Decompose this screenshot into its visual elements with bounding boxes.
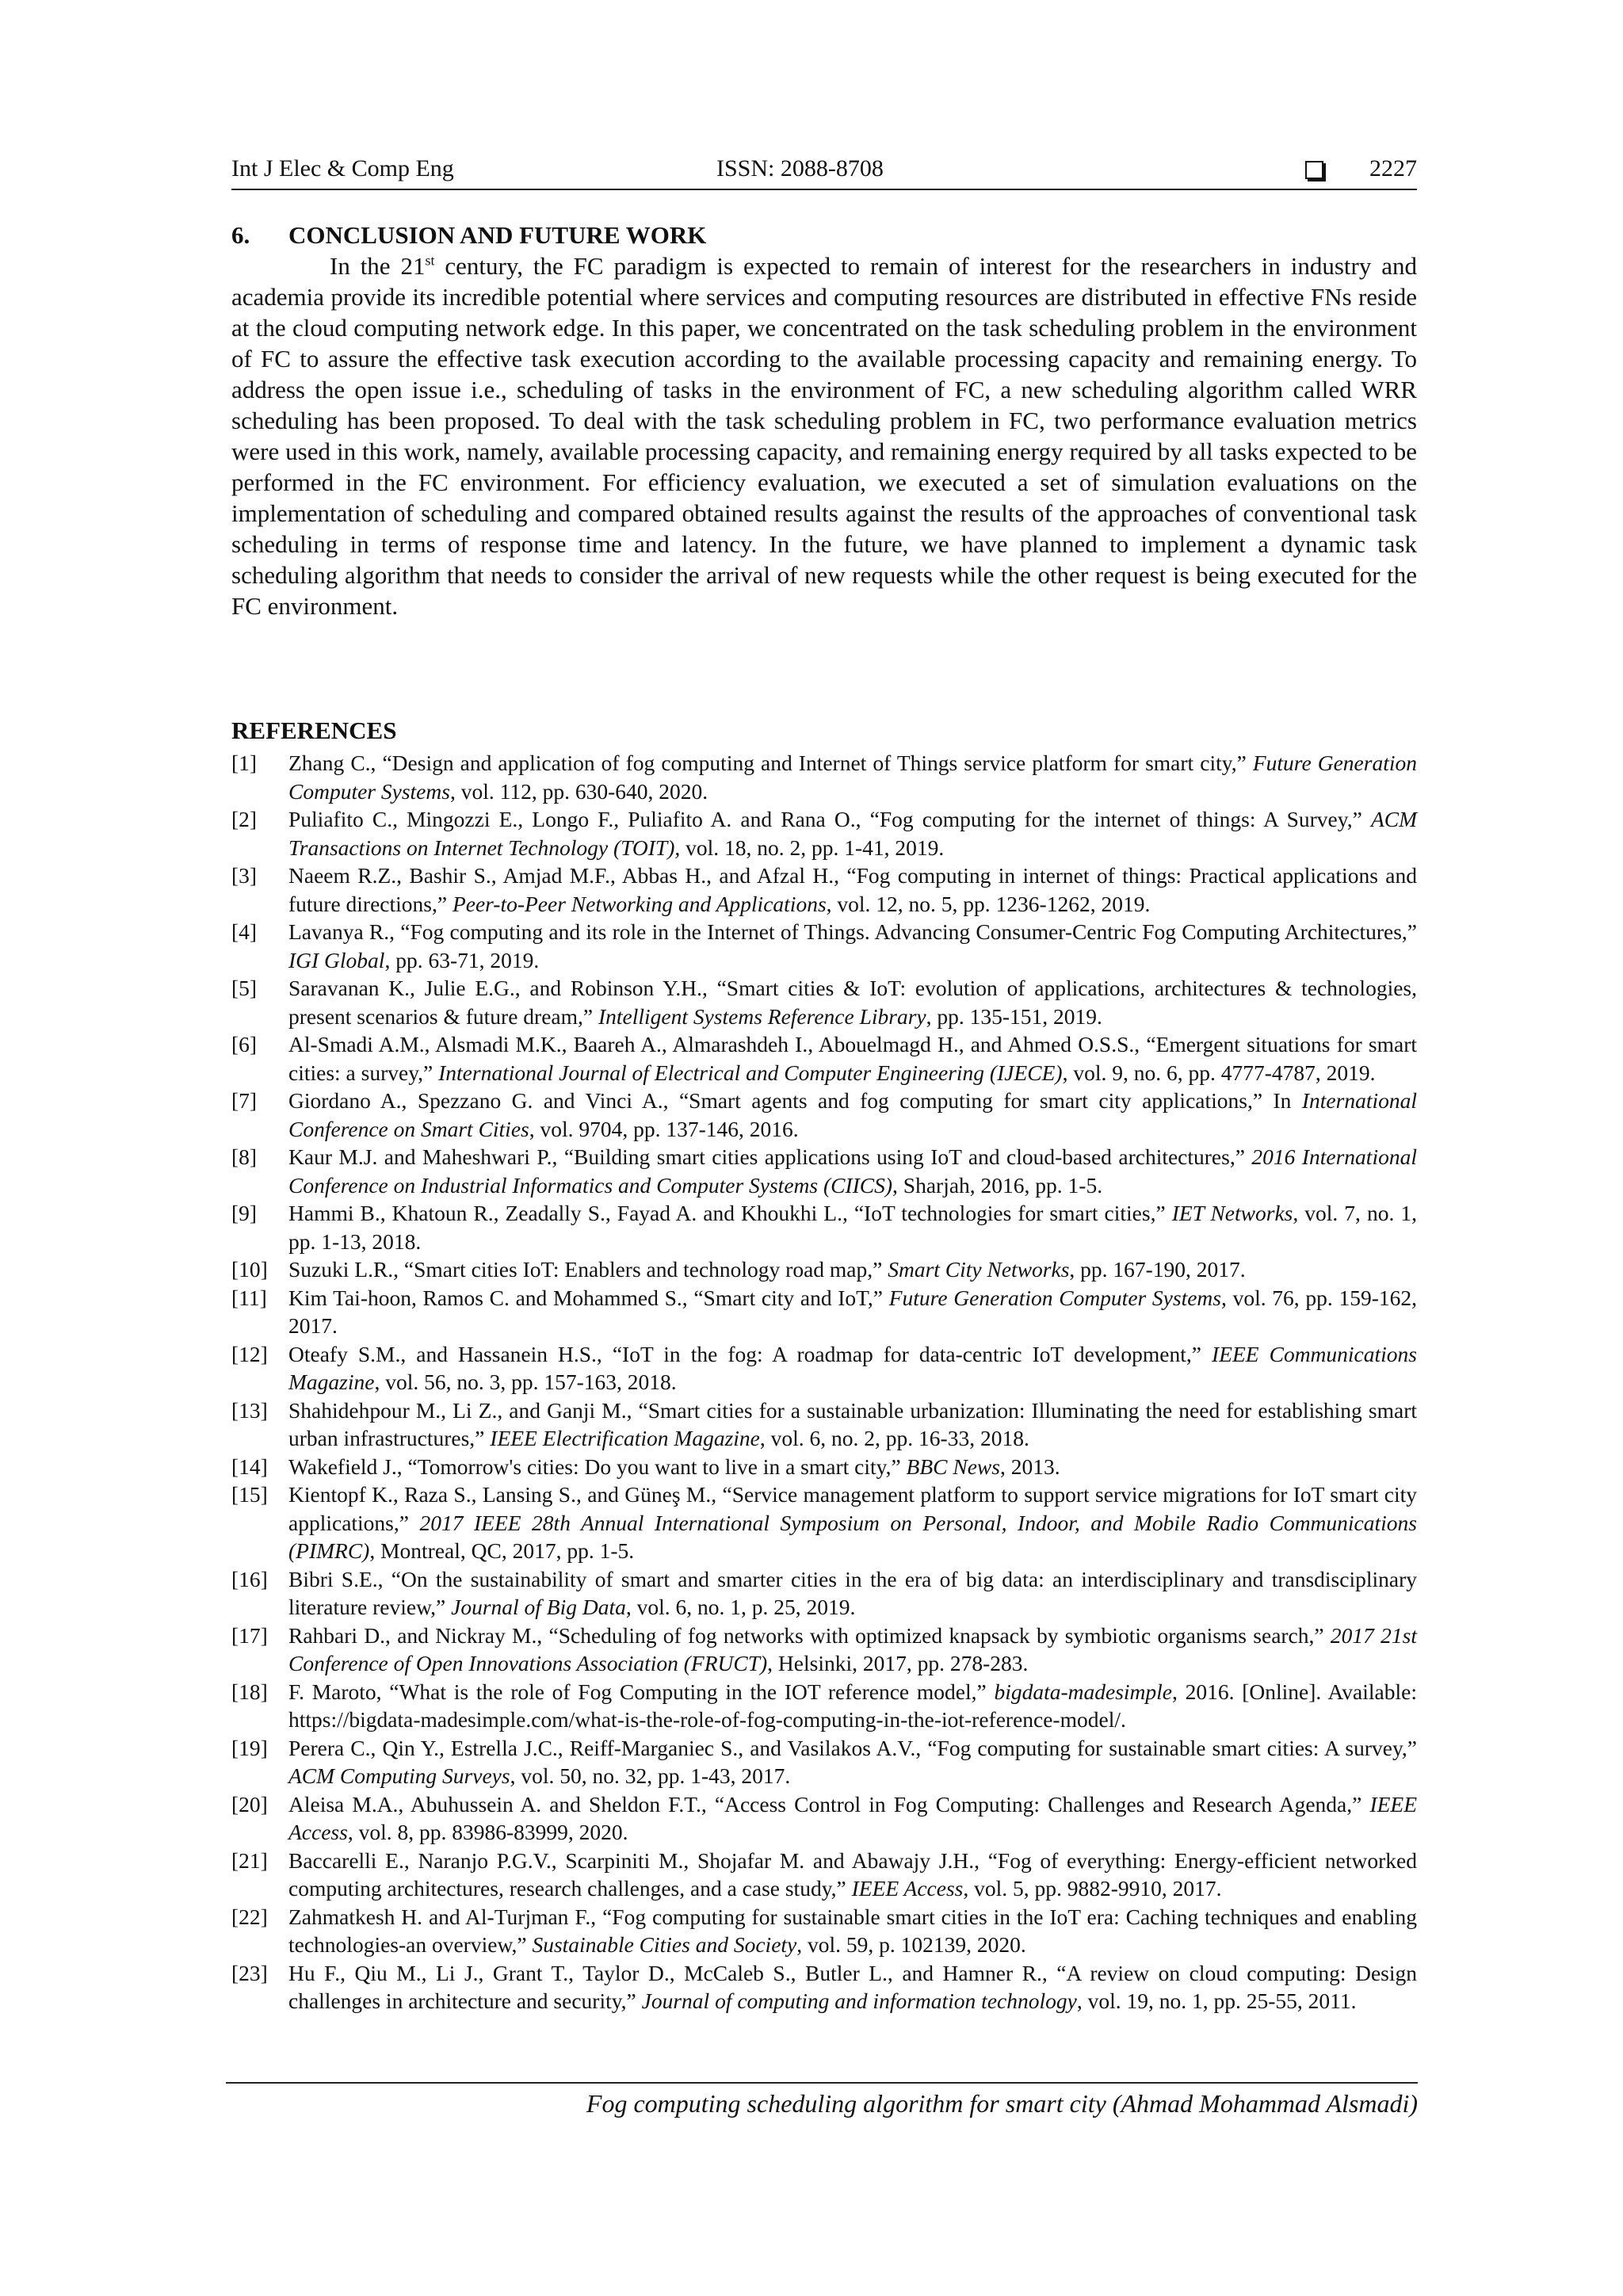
conclusion-paragraph [231, 250, 1417, 621]
reference-venue: ACM Transactions on Internet Technology (TOIT), [288, 807, 1417, 860]
reference-venue: 2017 21st Conference of Open Innovations Association (FRUCT) [288, 1622, 1417, 1675]
reference-number: [23] [231, 1960, 268, 1985]
reference-venue: 2016 International Conference on Industrial Informatics and Computer Systems (CIICS) [288, 1144, 1417, 1198]
reference-authors-title: Zhang C., “Design and application of fog computing and Internet of Things service platform for smart city,” [288, 751, 1253, 775]
reference-number: [4] [231, 919, 258, 944]
reference-details: , Sharjah, 2016, pp. 1-5. [892, 1172, 1103, 1198]
reference-number: [17] [231, 1622, 268, 1648]
reference-details: , vol. 76, pp. 159-162, 2017. [288, 1285, 1417, 1338]
reference-venue: Future Generation Computer Systems [288, 751, 1417, 804]
reference-authors-title: Puliafito C., Mingozzi E., Longo F., Puliafito A. and Rana O., “Fog computing for the internet of things: A Survey,” [288, 807, 1371, 831]
reference-authors-title: Aleisa M.A., Abuhussein A. and Sheldon F.T., “Access Control in Fog Computing: Challenges and Research Agenda,” [288, 1791, 1370, 1817]
reference-authors-title: Kim Tai-hoon, Ramos C. and Mohammed S., “Smart city and IoT,” [288, 1285, 889, 1310]
reference-item [231, 1255, 1417, 1284]
reference-details: , vol. 112, pp. 630-640, 2020. [449, 778, 708, 804]
reference-authors-title: Bibri S.E., “On the sustainability of smart and smarter cities in the era of big data: an interdisciplinary and transdisciplinary literature review,” [288, 1566, 1417, 1619]
section-number: 6. [231, 221, 250, 249]
issn-label: ISSN: 2088-8708 [716, 155, 884, 181]
reference-authors-title: Lavanya R., “Fog computing and its role in the Internet of Things. Advancing Consumer-Centric Fog Computing Architectures,” [288, 919, 1417, 944]
reference-number: [3] [231, 863, 258, 888]
reference-number: [16] [231, 1566, 268, 1591]
reference-venue: IEEE Access [288, 1791, 1417, 1844]
reference-details: , vol. 6, no. 2, pp. 16-33, 2018. [759, 1426, 1029, 1450]
reference-venue: ACM Computing Surveys [288, 1763, 510, 1788]
reference-authors-title: Rahbari D., and Nickray M., “Scheduling of fog networks with optimized knapsack by symbiotic organisms search,” [288, 1622, 1331, 1648]
reference-authors-title: Baccarelli E., Naranjo P.G.V., Scarpiniti M., Shojafar M. and Abawajy J.H., “Fog of everything: Energy-efficient networked computing architectures, research challenges, and a case study,” [288, 1847, 1417, 1901]
reference-item [231, 1678, 1417, 1734]
reference-item [231, 1622, 1417, 1678]
reference-details: , vol. 8, pp. 83986-83999, 2020. [347, 1820, 628, 1844]
reference-item [231, 1030, 1417, 1087]
reference-item [231, 1790, 1417, 1847]
reference-item [231, 1903, 1417, 1959]
reference-number: [11] [231, 1285, 267, 1310]
reference-details: , vol. 9704, pp. 137-146, 2016. [529, 1116, 799, 1141]
reference-authors-title: F. Maroto, “What is the role of Fog Computing in the IOT reference model,” [288, 1679, 995, 1704]
reference-details: , pp. 63-71, 2019. [384, 947, 540, 972]
reference-venue: IGI Global [288, 947, 385, 972]
reference-details: , vol. 5, pp. 9882-9910, 2017. [963, 1876, 1222, 1901]
reference-details: , vol. 12, no. 5, pp. 1236-1262, 2019. [826, 891, 1151, 916]
reference-venue: BBC News [906, 1454, 1000, 1479]
reference-number: [21] [231, 1847, 268, 1873]
reference-item [231, 1480, 1417, 1565]
reference-number: [2] [231, 807, 258, 831]
reference-details: , vol. 19, no. 1, pp. 25-55, 2011. [1076, 1988, 1357, 2013]
reference-venue: IEEE Electrification Magazine [490, 1426, 760, 1450]
header-divider [231, 189, 1417, 190]
reference-number: [8] [231, 1144, 258, 1169]
reference-venue: Journal of computing and information technology [641, 1988, 1077, 2013]
reference-details: , vol. 50, no. 32, pp. 1-43, 2017. [510, 1763, 791, 1788]
reference-number: [18] [231, 1679, 268, 1704]
reference-venue: Journal of Big Data [451, 1595, 626, 1619]
reference-authors-title: Zahmatkesh H. and Al-Turjman F., “Fog computing for sustainable smart cities in the IoT era: Caching techniques and enabling technologies-an overview,” [288, 1904, 1417, 1957]
reference-details: , 2016. [Online]. Available: https://bigdata-madesimple.com/what-is-the-role-of-fog-computing-in-the-iot-reference-model/. [288, 1679, 1417, 1732]
running-footer: Fog computing scheduling algorithm for smart city (Ahmad Mohammad Alsmadi) [586, 2089, 1418, 2118]
footer-divider [226, 2082, 1418, 2084]
reference-authors-title: Kaur M.J. and Maheshwari P., “Building smart cities applications using IoT and cloud-based architectures,” [288, 1144, 1252, 1169]
reference-item [231, 918, 1417, 974]
reference-details: , vol. 59, p. 102139, 2020. [796, 1932, 1026, 1957]
section-title: CONCLUSION AND FUTURE WORK [288, 221, 707, 249]
reference-venue: 2017 IEEE 28th Annual International Symposium on Personal, Indoor, and Mobile Radio Communications (PIMRC) [288, 1510, 1417, 1563]
reference-venue: International Conference on Smart Cities [288, 1088, 1417, 1141]
reference-number: [10] [231, 1257, 268, 1282]
reference-number: [20] [231, 1791, 268, 1817]
reference-authors-title: Shahidehpour M., Li Z., and Ganji M., “Smart cities for a sustainable urbanization: Illuminating the need for establishing smart urban infrastructures,” [288, 1397, 1417, 1450]
reference-item [231, 1340, 1417, 1396]
reference-venue: Future Generation Computer Systems [888, 1285, 1221, 1310]
reference-details: , vol. 6, no. 1, p. 25, 2019. [625, 1595, 856, 1619]
reference-venue: IEEE Access [851, 1876, 964, 1901]
reference-item [231, 1143, 1417, 1199]
reference-details: , Montreal, QC, 2017, pp. 1-5. [369, 1538, 635, 1563]
reference-authors-title: Oteafy S.M., and Hassanein H.S., “IoT in the fog: A roadmap for data-centric IoT development,” [288, 1341, 1212, 1366]
references-section [231, 716, 1417, 2015]
section-heading [231, 220, 1417, 250]
reference-venue: Sustainable Cities and Society [532, 1932, 797, 1957]
reference-number: [7] [231, 1088, 258, 1113]
reference-authors-title: Hu F., Qiu M., Li J., Grant T., Taylor D., McCaleb S., Butler L., and Hamner R., “A review on cloud computing: Design challenges in architecture and security,” [288, 1960, 1417, 2013]
reference-authors-title: Hammi B., Khatoun R., Zeadally S., Fayad A. and Khoukhi L., “IoT technologies for smart cities,” [288, 1201, 1172, 1225]
page-number: 2227 [1369, 155, 1417, 181]
reference-number: [12] [231, 1341, 268, 1366]
reference-item [231, 1847, 1417, 1903]
reference-item [231, 1396, 1417, 1453]
checkbox-square-icon [1305, 161, 1323, 179]
reference-number: [22] [231, 1904, 268, 1929]
page-header [231, 155, 1417, 189]
reference-details: , 2013. [999, 1454, 1060, 1479]
reference-number: [15] [231, 1482, 268, 1507]
reference-number: [14] [231, 1454, 268, 1479]
reference-number: [6] [231, 1032, 258, 1056]
conclusion-section [231, 220, 1417, 621]
reference-details: vol. 18, no. 2, pp. 1-41, 2019. [680, 835, 945, 860]
reference-item [231, 805, 1417, 861]
reference-authors-title: Saravanan K., Julie E.G., and Robinson Y.H., “Smart cities & IoT: evolution of applications, architectures & technologies, present scenarios & future dream,” [288, 976, 1417, 1029]
reference-item [231, 1453, 1417, 1481]
reference-item [231, 1284, 1417, 1340]
reference-authors-title: Al-Smadi A.M., Alsmadi M.K., Baareh A., Almarashdeh I., Abouelmagd H., and Ahmed O.S.S., “Emergent situations for smart cities: a survey,” [288, 1032, 1417, 1085]
reference-details: , pp. 135-151, 2019. [926, 1003, 1102, 1029]
reference-venue: Smart City Networks [888, 1257, 1070, 1282]
reference-details: , vol. 56, no. 3, pp. 157-163, 2018. [374, 1370, 677, 1394]
reference-details: , Helsinki, 2017, pp. 278-283. [767, 1651, 1029, 1675]
paragraph-text-start: In the 21 [330, 252, 426, 280]
reference-details: , pp. 167-190, 2017. [1069, 1257, 1246, 1282]
reference-authors-title: Naeem R.Z., Bashir S., Amjad M.F., Abbas H., and Afzal H., “Fog computing in internet of things: Practical applications and future directions,” [288, 863, 1417, 916]
reference-number: [1] [231, 751, 258, 775]
reference-item [231, 1087, 1417, 1143]
reference-venue: Intelligent Systems Reference Library [598, 1003, 926, 1029]
reference-venue: bigdata-madesimple [994, 1679, 1172, 1704]
reference-item [231, 1959, 1417, 2015]
journal-name: Int J Elec & Comp Eng [231, 155, 454, 181]
paragraph-text-rest: century, the FC paradigm is expected to remain of interest for the researchers in industry and academia provide its incredible potential where services and computing resources are distributed in effective FNs reside at the cloud computing network edge. In this paper, we concentrated on the task scheduling problem in the environment of FC to assure the effective task execution according to the available processing capacity and remaining energy. To address the open issue i.e., scheduling of tasks in the environment of FC, a new scheduling algorithm called WRR scheduling has been proposed. To deal with the task scheduling problem in FC, two performance evaluation metrics were used in this work, namely, available processing capacity, and remaining energy required by all tasks expected to be performed in the FC environment. For efficiency evaluation, we executed a set of simulation evaluations on the implementation of scheduling and compared obtained results against the results of the approaches of conventional task scheduling in terms of response time and latency. In the future, we have planned to implement a dynamic task scheduling algorithm that needs to consider the arrival of new requests while the other request is being executed for the FC environment. [231, 252, 1417, 620]
reference-venue: International Journal of Electrical and Computer Engineering (IJECE) [438, 1060, 1063, 1085]
reference-authors-title: Kientopf K., Raza S., Lansing S., and Güneş M., “Service management platform to support service migrations for IoT smart city applications,” [288, 1482, 1417, 1535]
reference-authors-title: Wakefield J., “Tomorrow's cities: Do you want to live in a smart city,” [288, 1454, 907, 1479]
ordinal-superscript: st [425, 252, 435, 269]
reference-number: [9] [231, 1201, 258, 1225]
reference-authors-title: Suzuki L.R., “Smart cities IoT: Enablers and technology road map,” [288, 1257, 888, 1282]
reference-number: [19] [231, 1735, 268, 1760]
reference-item [231, 1565, 1417, 1622]
reference-venue: Peer-to-Peer Networking and Applications [452, 891, 827, 916]
reference-venue: IEEE Communications Magazine [288, 1341, 1417, 1394]
reference-venue: IET Networks [1171, 1201, 1293, 1225]
reference-number: [5] [231, 976, 258, 1000]
reference-authors-title: Perera C., Qin Y., Estrella J.C., Reiff-Marganiec S., and Vasilakos A.V., “Fog computing for sustainable smart cities: A survey,” [288, 1735, 1417, 1760]
references-heading: REFERENCES [231, 716, 397, 744]
reference-item [231, 974, 1417, 1030]
reference-authors-title: Giordano A., Spezzano G. and Vinci A., “Smart agents and fog computing for smart city applications,” In [288, 1088, 1302, 1113]
reference-item [231, 861, 1417, 918]
reference-list [231, 749, 1417, 2015]
reference-number: [13] [231, 1397, 268, 1423]
reference-item [231, 749, 1417, 805]
reference-item [231, 1734, 1417, 1790]
reference-details: , vol. 7, no. 1, pp. 1-13, 2018. [288, 1201, 1417, 1254]
reference-item [231, 1199, 1417, 1255]
reference-details: , vol. 9, no. 6, pp. 4777-4787, 2019. [1062, 1060, 1376, 1085]
